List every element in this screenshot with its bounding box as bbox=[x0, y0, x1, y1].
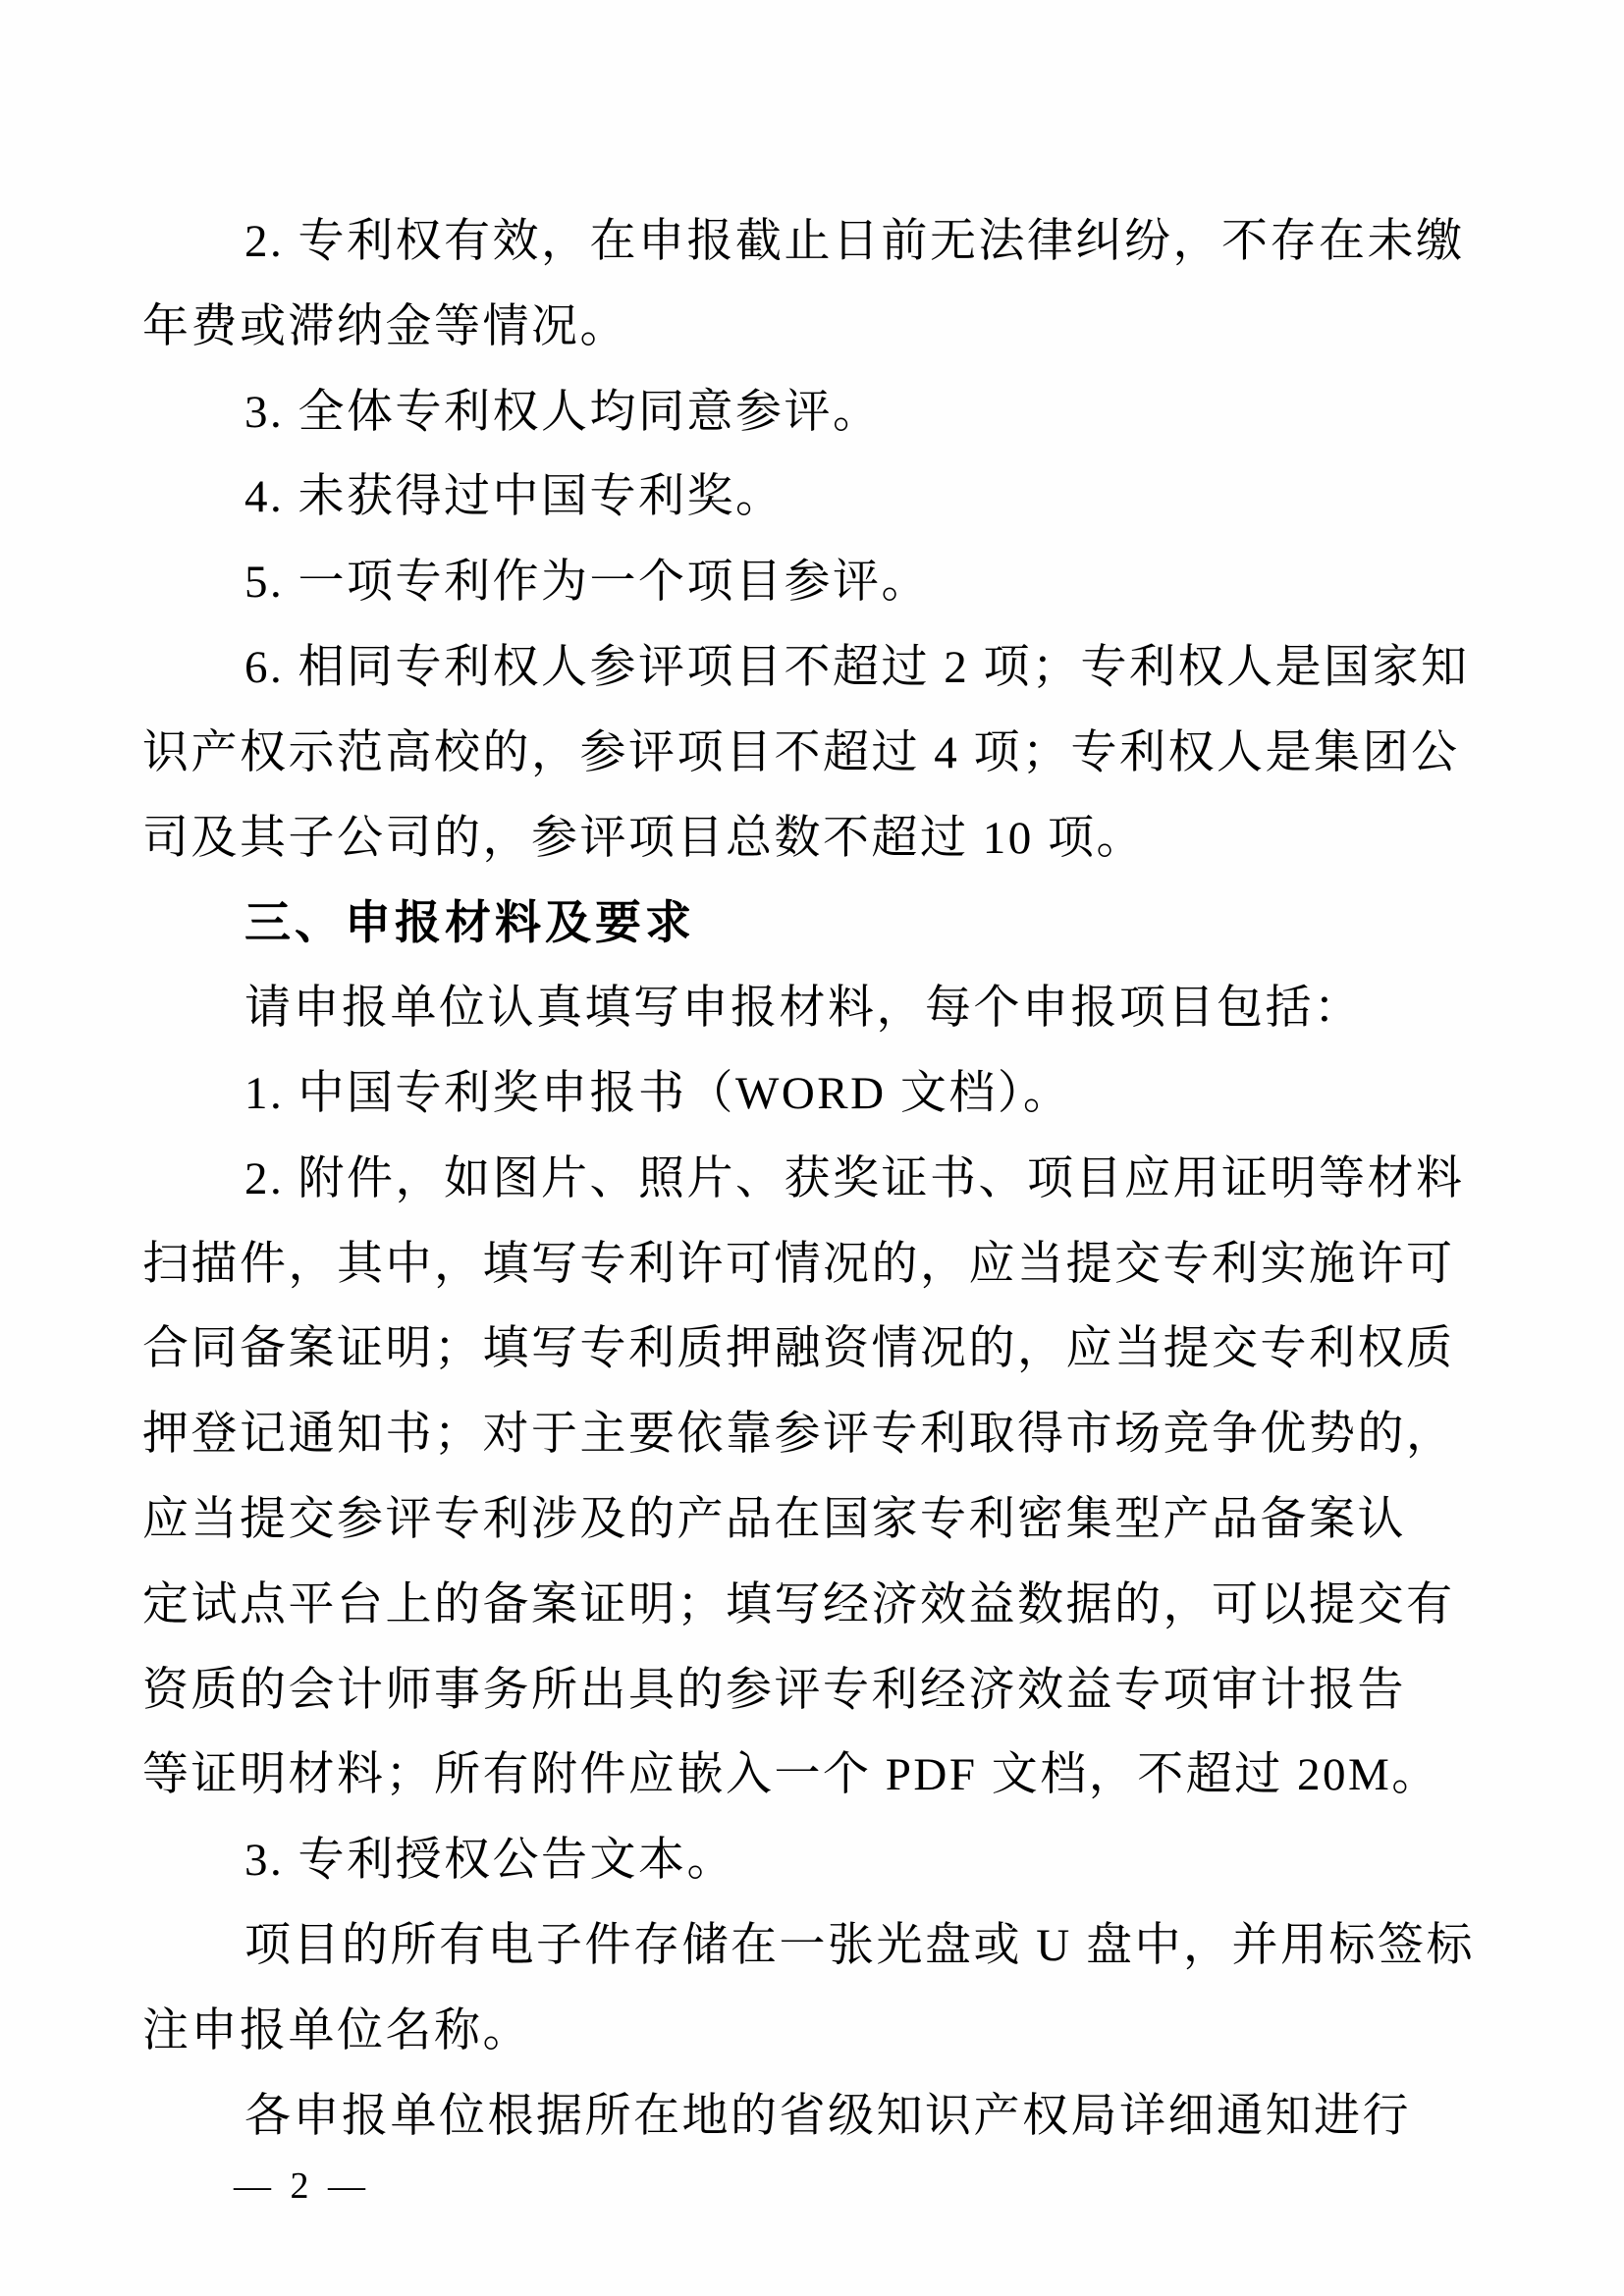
document-line: 项目的所有电子件存储在一张光盘或 U 盘中，并用标签标 bbox=[244, 1919, 1475, 1971]
document-line: 5. 一项专利作为一个项目参评。 bbox=[244, 557, 930, 609]
document-line: 6. 相同专利权人参评项目不超过 2 项；专利权人是国家知 bbox=[244, 641, 1470, 693]
document-line: 资质的会计师事务所出具的参评专利经济效益专项审计报告 bbox=[142, 1664, 1406, 1716]
page-content bbox=[142, 199, 1497, 2159]
document-line: 3. 全体专利权人均同意参评。 bbox=[244, 386, 882, 438]
document-line: 4. 未获得过中国专利奖。 bbox=[244, 471, 785, 523]
document-line: 各申报单位根据所在地的省级知识产权局详细通知进行 bbox=[244, 2090, 1411, 2142]
document-line: 押登记通知书；对于主要依靠参评专利取得市场竞争优势的， bbox=[142, 1409, 1455, 1461]
section-heading: 三、申报材料及要求 bbox=[244, 896, 695, 949]
page-number: — 2 — bbox=[234, 2165, 370, 2207]
document-line: 请申报单位认真填写申报材料，每个申报项目包括： bbox=[244, 983, 1363, 1035]
document-line: 注申报单位名称。 bbox=[142, 2004, 531, 2056]
document-line: 年费或滞纳金等情况。 bbox=[142, 300, 628, 352]
document-line: 合同备案证明；填写专利质押融资情况的，应当提交专利权质 bbox=[142, 1323, 1455, 1375]
document-line: 司及其子公司的，参评项目总数不超过 10 项。 bbox=[142, 812, 1145, 864]
document-line: 识产权示范高校的，参评项目不超过 4 项；专利权人是集团公 bbox=[142, 726, 1460, 778]
document-line: 等证明材料；所有附件应嵌入一个 PDF 文档，不超过 20M。 bbox=[142, 1749, 1440, 1801]
document-line: 3. 专利授权公告文本。 bbox=[244, 1835, 735, 1887]
document-line: 2. 专利权有效，在申报截止日前无法律纠纷，不存在未缴 bbox=[244, 216, 1465, 267]
document-line: 2. 附件，如图片、照片、获奖证书、项目应用证明等材料 bbox=[244, 1152, 1465, 1204]
document-line: 定试点平台上的备案证明；填写经济效益数据的，可以提交有 bbox=[142, 1578, 1455, 1630]
document-line: 扫描件，其中，填写专利许可情况的，应当提交专利实施许可 bbox=[142, 1238, 1455, 1290]
document-line: 应当提交参评专利涉及的产品在国家专利密集型产品备案认 bbox=[142, 1493, 1406, 1545]
document-line: 1. 中国专利奖申报书（WORD 文档）。 bbox=[244, 1067, 1072, 1119]
